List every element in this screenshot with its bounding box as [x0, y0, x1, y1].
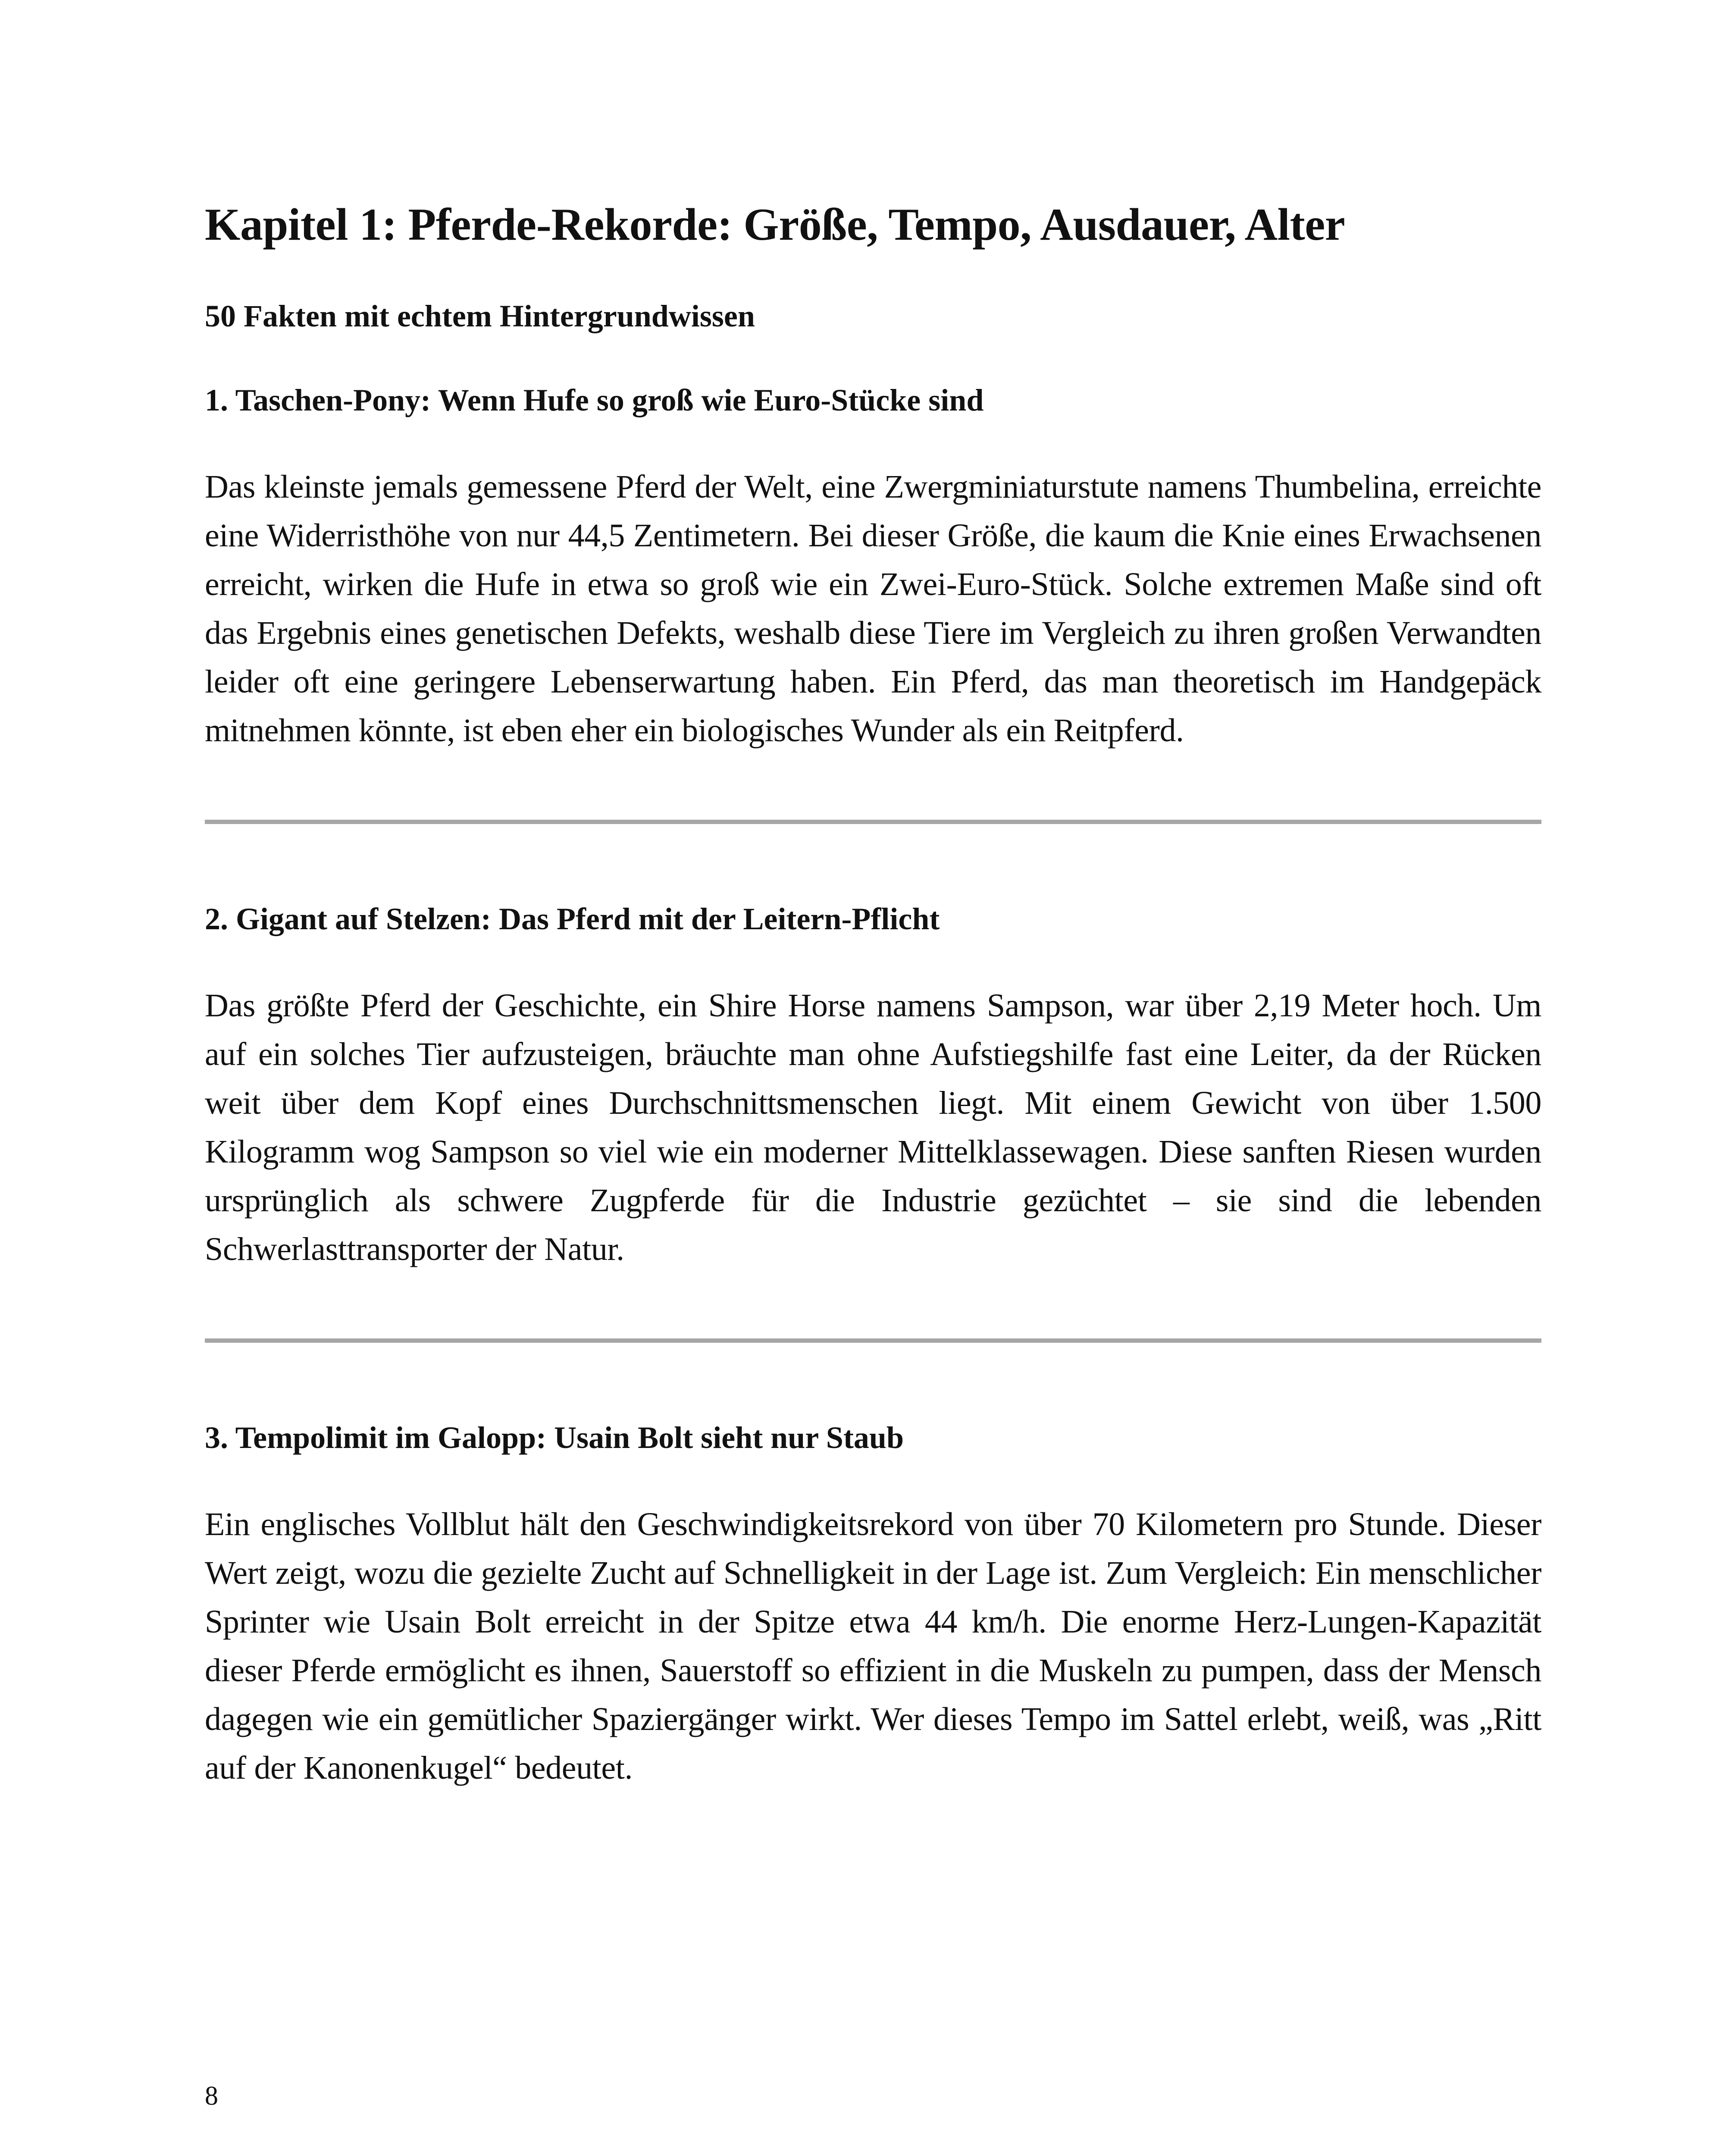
fact-section-3 [205, 1418, 1541, 1792]
chapter-subtitle: 50 Fakten mit echtem Hintergrundwissen [205, 298, 755, 333]
section-divider [205, 820, 1541, 824]
section-divider [205, 1338, 1541, 1343]
fact-title: 3. Tempolimit im Galopp: Usain Bolt sieht nur Staub [205, 1420, 904, 1455]
fact-body: Das größte Pferd der Geschichte, ein Shire Horse namens Sampson, war über 2,19 Meter hoch. Um auf ein solches Tier aufzusteigen, bräuchte man ohne Aufstiegshilfe fast eine Leiter, da der Rücken weit über dem Kopf eines Durchschnittsmenschen liegt. Mit einem Gewicht von über 1.500 Kilogramm wog Sampson so viel wie ein moderner Mittelklassewagen. Diese sanften Riesen wurden ursprünglich als schwere Zugpferde für die Industrie gezüchtet – sie sind die lebenden Schwerlasttransporter der Natur. [205, 987, 1541, 1267]
fact-title: 1. Taschen-Pony: Wenn Hufe so groß wie Euro-Stücke sind [205, 382, 984, 417]
fact-body: Ein englisches Vollblut hält den Geschwindigkeitsrekord von über 70 Kilometern pro Stunde. Dieser Wert zeigt, wozu die gezielte Zucht auf Schnelligkeit in der Lage ist. Zum Vergleich: Ein menschlicher Sprinter wie Usain Bolt erreicht in der Spitze etwa 44 km/h. Die enorme Herz-Lungen-Kapazität dieser Pferde ermöglicht es ihnen, Sauerstoff so effizient in die Muskeln zu pumpen, dass der Mensch dagegen wie ein gemütlicher Spaziergänger wirkt. Wer dieses Tempo im Sattel erlebt, weiß, was „Ritt auf der Kanonenkugel“ bedeutet. [205, 1506, 1541, 1786]
fact-body: Das kleinste jemals gemessene Pferd der Welt, eine Zwergminiaturstute namens Thumbelina, erreichte eine Widerristhöhe von nur 44,5 Zentimetern. Bei dieser Größe, die kaum die Knie eines Erwachsenen erreicht, wirken die Hufe in etwa so groß wie ein Zwei-Euro-Stück. Solche extremen Maße sind oft das Ergebnis eines genetischen Defekts, weshalb diese Tiere im Vergleich zu ihren großen Verwandten leider oft eine geringere Lebenserwartung haben. Ein Pferd, das man theoretisch im Handgepäck mitnehmen könnte, ist eben eher ein biologisches Wunder als ein Reitpferd. [205, 468, 1541, 749]
fact-section-1 [205, 381, 1541, 755]
fact-section-2 [205, 899, 1541, 1274]
page-number: 8 [205, 2081, 218, 2111]
page-content [205, 196, 1541, 1792]
chapter-title: Kapitel 1: Pferde-Rekorde: Größe, Tempo, Ausdauer, Alter [205, 199, 1345, 250]
fact-title: 2. Gigant auf Stelzen: Das Pferd mit der Leitern-Pflicht [205, 901, 940, 936]
